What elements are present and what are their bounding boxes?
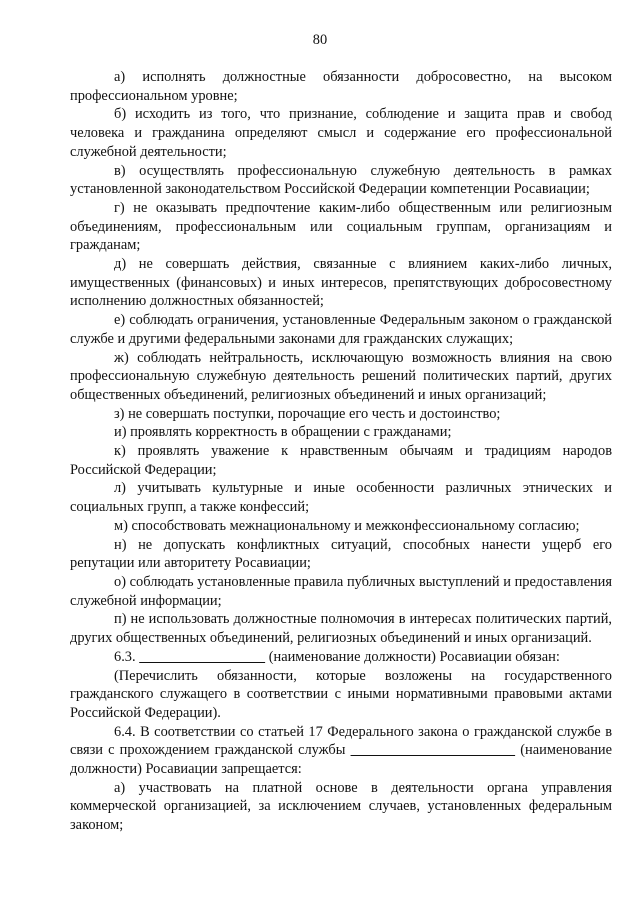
position-name-blank: [139, 649, 265, 665]
list-item-a: а) исполнять должностные обязанности добросовестно, на высоком профессиональном уровне;: [70, 69, 612, 104]
section-6-4-text-after: (наименование должности) Росавиации запрещается:: [70, 742, 613, 778]
section-6-4-item-a: а) участвовать на платной основе в деятельности органа управления коммерческой организацией, за исключением случаев, установленных федеральным законом;: [70, 779, 612, 834]
list-item-v: в) осуществлять профессиональную служебную деятельность в рамках установленной законодательством Российской Федерации компетенции Росавиации;: [70, 162, 612, 198]
list-item-o: о) соблюдать установленные правила публичных выступлений и предоставления служебной информации;: [70, 573, 612, 609]
list-item-n: н) не допускать конфликтных ситуаций, способных нанести ущерб его репутации или авторитету Росавиации;: [70, 536, 612, 572]
list-item-m: м) способствовать межнациональному и межконфессиональному согласию;: [114, 517, 580, 534]
list-item-zh: ж) соблюдать нейтральность, исключающую возможность влияния на свою профессиональную служебную деятельность решений политических партий, других общественных объединений, религиозных объединений и иных организаций;: [70, 349, 612, 403]
list-item-e: е) соблюдать ограничения, установленные Федеральным законом о гражданской службе и другими федеральными законами для гражданских служащих;: [70, 312, 612, 347]
position-name-blank-2: [351, 742, 516, 758]
section-6-3-number: 6.3.: [114, 648, 136, 665]
list-item-d: д) не совершать действия, связанные с влиянием каких-либо личных, имущественных (финансовых) и иных интересов, препятствующих добросовестному исполнению должностных обязанностей;: [70, 256, 612, 310]
list-item-z: з) не совершать поступки, порочащие его честь и достоинство;: [114, 405, 501, 422]
list-item-k: к) проявлять уважение к нравственным обычаям и традициям народов Российской Федерации;: [70, 443, 612, 478]
section-6-3-note: (Перечислить обязанности, которые возложены на государственного гражданского служащего в соответствии с иными нормативными правовыми актами Российской Федерации).: [70, 667, 612, 721]
list-item-g: г) не оказывать предпочтение каким-либо общественным или религиозным объединениям, профессиональным или социальным группам, организациям и гражданам;: [70, 199, 612, 254]
section-6-4-heading: [70, 723, 612, 779]
list-item-i: и) проявлять корректность в обращении с гражданами;: [114, 424, 452, 441]
section-6-4-text-before: 6.4. В соответствии со статьей 17 Федерального закона о гражданской службе в связи с прохождением гражданской службы: [70, 723, 612, 759]
section-6-3-text: (наименование должности) Росавиации обязан:: [265, 648, 560, 665]
section-6-3-heading: [70, 648, 612, 667]
list-item-b: б) исходить из того, что признание, соблюдение и защита прав и свобод человека и гражданина определяют смысл и содержание его профессиональной служебной деятельности;: [70, 106, 612, 160]
document-body: [70, 68, 612, 835]
list-item-l: л) учитывать культурные и иные особенности различных этнических и социальных групп, а также конфессий;: [70, 480, 612, 516]
page-number: 80: [312, 32, 328, 48]
list-item-p: п) не использовать должностные полномочия в интересах политических партий, других общественных объединений, религиозных объединений и иных организаций.: [70, 611, 612, 647]
